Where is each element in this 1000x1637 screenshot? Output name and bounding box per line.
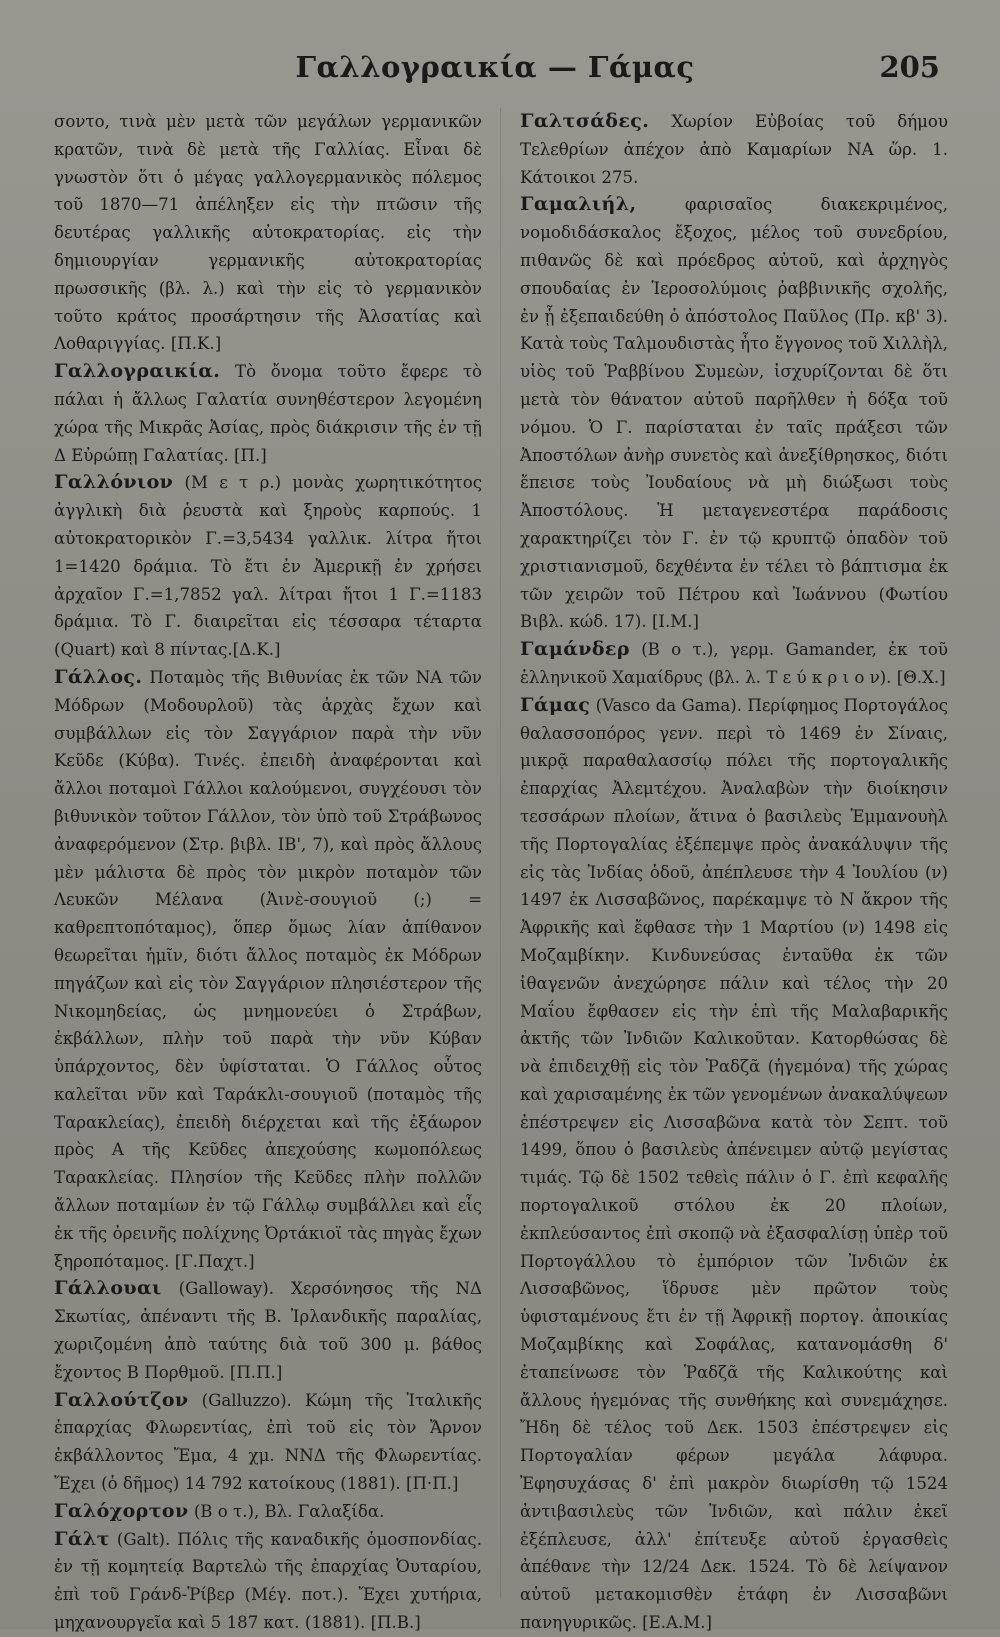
entry-text: Τὸ ὄνομα τοῦτο ἔφερε τὸ πάλαι ἡ ἄλλως Γαλατία συνηθέστερον λεγομένη χώρα τῆς Μικρᾶς Ἀσίας, πρὸς διάκρισιν τῆς ἐν τῇ Δ Εὐρώπῃ Γαλατίας. [Π.] [54, 362, 482, 465]
entry-galochorton [54, 1498, 482, 1526]
entry-text: (Galloway). Χερσόνησος τῆς ΝΔ Σκωτίας, ἀπέναντι τῆς Β. Ἰρλανδικῆς παραλίας, χωριζομένη ἀπὸ ταύτης διὰ τοῦ 300 μ. βάθος ἔχοντος Β Πορθμοῦ. [Π.Π.] [54, 1279, 482, 1382]
entry-continuation [54, 108, 482, 358]
right-column [520, 108, 948, 1637]
entry-text: σοντο, τινὰ μὲν μετὰ τῶν μεγάλων γερμανικῶν κρατῶν, τινὰ δὲ μετὰ τῆς Γαλλίας. Εἶναι δὲ γνωστὸν ὅτι ὁ μέγας γαλλογερμανικὸς πόλεμος τοῦ 1870—71 ἀπέληξεν εἰς τὴν πτῶσιν τῆς δευτέρας γαλλικῆς αὐτοκρατορίας. εἰς τὴν δημιουργίαν γερμανικῆς αὐτοκρατορίας πρωσσικῆς (βλ. λ.) καὶ τὴν εἰς τὸ γερμανικὸν τοῦτο κράτος προσάρτησιν τῆς Ἀλσατίας καὶ Λοθαριγγίας. [Π.Κ.] [54, 112, 482, 354]
entry-gamander [520, 636, 948, 692]
entry-galloway [54, 1275, 482, 1386]
entry-text: (Galt). Πόλις τῆς καναδικῆς ὁμοσπονδίας. ἐν τῇ κομητείᾳ Βαρτελὼ τῆς ἐπαρχίας Ὀυταρίου, ἐπὶ τοῦ Γράνδ-Ῥίβερ (Μέγ. ποτ.). Ἔχει χυτήρια, μηχανουργεῖα καὶ 5 187 κατ. (1881). [Π.Β.] [54, 1529, 482, 1633]
entry-headword: Γαμαλιήλ, [520, 193, 637, 216]
entry-headword: Γαλλούτζον [54, 1388, 189, 1411]
entry-headword: Γάλλουαι [54, 1277, 162, 1300]
entry-headword: Γάμας [520, 693, 591, 716]
column-divider [500, 108, 501, 1598]
entry-headword: Γαμάνδερ [520, 638, 630, 661]
entry-headword: Γαλτσάδες. [520, 110, 650, 132]
entry-text: (Β ο τ.), Βλ. Γαλαξίδα. [188, 1501, 385, 1521]
running-head: Γαλλογραικία — Γάμας [295, 50, 695, 84]
entry-gallonion [54, 469, 482, 664]
entry-gallograikia [54, 358, 482, 469]
page-number: 205 [879, 50, 940, 84]
entry-gamaliel [520, 191, 948, 636]
entry-galtsades [520, 108, 948, 191]
entry-text: (Β ο τ.), γερμ. Gamander, ἐκ τοῦ ἑλληνικοῦ Χαμαίδρυς (βλ. λ. Τ ε ύ κ ρ ι ο ν). [Θ.Χ.] [520, 640, 948, 687]
entry-text: (Galluzzo). Κώμη τῆς Ἰταλικῆς ἐπαρχίας Φλωρεντίας, ἐπὶ τοῦ εἰς τὸν Ἄρνον ἐκβάλλοντος Ἔμα, 4 χμ. ΝΝΔ τῆς Φλωρεντίας. Ἔχει (ὁ δῆμος) 14 792 κατοίκους (1881). [Π·Π.] [54, 1390, 482, 1494]
entry-galluzzo [54, 1387, 482, 1498]
entry-headword: Γαλόχορτον [54, 1499, 189, 1522]
entry-gamas [520, 692, 948, 1637]
entry-headword: Γαλλογραικία. [54, 360, 221, 383]
page-header [50, 50, 940, 90]
entry-text: Χωρίον Εὐβοίας τοῦ δήμου Τελεθρίων ἀπέχον ἀπὸ Καμαρίων ΝΑ ὥρ. 1. Κάτοικοι 275. [520, 112, 948, 187]
entry-galt [54, 1526, 482, 1637]
entry-headword: Γάλλος. [54, 665, 143, 688]
left-column [54, 108, 482, 1637]
entry-headword: Γαλλόνιον [54, 471, 174, 494]
entry-text: (Vasco da Gama). Περίφημος Πορτογάλος θαλασσοπόρος γενν. περὶ τὸ 1469 ἐν Σίναις, μικρᾷ παραθαλασσίῳ πόλει τῆς πορτογαλικῆς ἐπαρχίας Ἀλεμτέχου. Ἀναλαβὼν τὴν διοίκησιν τεσσάρων πλοίων, ἅτινα ὁ βασιλεὺς Ἐμμανουὴλ τῆς Πορτογαλίας ἐξέπεμψε πρὸς ἀνακάλυψιν τῆς εἰς τὰς Ἰνδίας ὁδοῦ, ἀπέπλευσε τὴν 4 Ἰουλίου (ν) 1497 ἐκ Λισσαβῶνος, παρέκαμψε τὸ Ν ἄκρον τῆς Ἀφρικῆς καὶ ἔφθασε τὴν 1 Μαρτίου (ν) 1498 εἰς Μοζαμβίκην. Κινδυνεύσας ἐνταῦθα ἐκ τῶν ἰθαγενῶν ἀνεχώρησε πάλιν καὶ τέλος τὴν 20 Μαΐου ἔφθασεν εἰς τὴν ἐπὶ τῆς Μαλαβαρικῆς ἀκτῆς τῶν Ἰνδιῶν Καλικοῦταν. Κατορθώσας δὲ νὰ ἐπιδειχθῇ εἰς τὸν Ῥαδζᾶ (ἡγεμόνα) τῆς χώρας καὶ χαρισαμένης ἐκ τῶν γενομένων ἀνακαλύψεων ἐπέστρεψεν εἰς Λισσαβῶνα κατὰ τὸν Σεπτ. τοῦ 1499, ὅπου ὁ βασιλεὺς ἀπένειμεν αὐτῷ μεγίστας τιμάς. Τῷ δὲ 1502 τεθεὶς πάλιν ὁ Γ. ἐπὶ κεφαλῆς πορτογαλικοῦ στόλου ἐκ 20 πλοίων, ἐκπλεύσαντος ἐπὶ σκοπῷ νὰ ἐξασφαλίσῃ ὑπὲρ τοῦ Πορτογάλλου τὸ ἐμπόριον τῶν Ἰνδιῶν ἐκ Λισσαβῶνος, ἵδρυσε μὲν πρῶτον τοὺς ὑφισταμένους ἔτι ἐν τῇ Ἀφρικῇ πορτογ. ἀποικίας Μοζαμβίκης καὶ Σοφάλας, κατανομάσθη δ' ἐταπείνωσε τὸν Ῥαδζᾶ τῆς Καλικούτης καὶ ἄλλους ἡγεμόνας τῆς συνθήκης καὶ συνεμάχησε. Ἤδη δὲ τέλος τοῦ Δεκ. 1503 ἐπέστρεψεν εἰς Πορτογαλίαν φέρων μεγάλα λάφυρα. Ἐφησυχάσας δ' ἐπὶ μακρὸν διωρίσθη τῷ 1524 ἀντιβασιλεὺς τῶν Ἰνδιῶν, καὶ πάλιν ἐκεῖ ἐξέπλευσε, ἀλλ' ἐπίτευξε αὐτοῦ ἐργασθεὶς ἀπέθανε τὴν 12/24 Δεκ. 1524. Τὸ δὲ λείψανον αὐτοῦ μετακομισθὲν ἐτάφη ἐν Λισσαβῶνι πανηγυρικῶς. [Ε.Α.Μ.] [520, 695, 948, 1633]
entry-headword: Γάλτ [54, 1527, 110, 1550]
entry-gallos [54, 664, 482, 1276]
entry-text: φαρισαῖος διακεκριμένος, νομοδιδάσκαλος ἔξοχος, μέλος τοῦ συνεδρίου, πιθανῶς δὲ καὶ πρόεδρος αὐτοῦ, καὶ ἀρχηγὸς σπουδαίας ἐν Ἱεροσολύμοις ῥαββινικῆς σχολῆς, ἐν ᾗ ἐξεπαιδεύθη ὁ ἀπόστολος Παῦλος (Πρ. κβ' 3). Κατὰ τοὺς Ταλμουδιστὰς ἦτο ἔγγονος τοῦ Χιλλὴλ, υἱὸς τοῦ Ῥαββίνου Συμεὼν, ἰσχυρίζονται δὲ ὅτι μετὰ τὸν θάνατον αὐτοῦ παρῆλθεν ἡ δόξα τοῦ νόμου. Ὁ Γ. παρίσταται ἐν ταῖς πράξεσι τῶν Ἀποστόλων ἀνὴρ συνετὸς καὶ ἀνεξίθρησκος, διότι ἔπεισε τοὺς Ἰουδαίους νὰ μὴ διώξωσι τοὺς Ἀποστόλους. Ἡ μεταγενεστέρα παράδοσις χαρακτηρίζει τὸν Γ. ἐν τῷ κρυπτῷ ὀπαδὸν τοῦ χριστιανισμοῦ, δεχθέντα ἐν τέλει τὸ βάπτισμα ἐκ τῶν χειρῶν τοῦ Πέτρου καὶ Ἰωάννου (Φωτίου Βιβλ. κώδ. 17). [Ι.Μ.] [520, 195, 948, 632]
entry-text: Ποταμὸς τῆς Βιθυνίας ἐκ τῶν ΝΑ τῶν Μόδρων (Μοδουρλοῦ) τὰς ἀρχὰς ἔχων καὶ συμβάλλων εἰς τὸν Σαγγάριον παρὰ τὴν νῦν Κεῦδε (Κύβα). Τινές. ἐπειδὴ ἀναφέρονται καὶ ἄλλοι ποταμοὶ Γάλλοι καλούμενοι, συγχέουσι τὸν βιθυνικὸν τοῦτον Γάλλον, τὸν ὑπὸ τοῦ Στράβωνος ἀναφερόμενον (Στρ. βιβλ. ΙΒ', 7), καὶ πρὸς ἄλλους μὲν μάλιστα δὲ πρὸς τὸν μικρὸν ποταμὸν τῶν Λευκῶν Μέλανα (Ἀινὲ-σουγιοῦ (;) = καθρεπτοπόταμος), ὅπερ ὅμως λίαν ἀπίθανον θεωρεῖται ἡμῖν, διότι ἄλλος ποταμὸς ἐκ Μόδρων πηγάζων καὶ εἰς τὸν Σαγγάριον πλησιέστερον τῆς Νικομηδείας, ὡς μνημονεύει ὁ Στράβων, ἐκβάλλων, πλὴν τοῦ παρὰ τὴν νῦν Κύβαν ὑπάρχοντος, δὲν ὑφίσταται. Ὁ Γάλλος οὗτος καλεῖται νῦν καὶ Ταράκλι-σουγιοῦ (ποταμὸς τῆς Ταρακλείας), ἐπειδὴ διέρχεται καὶ τῆς ἐξάωρον πρὸς Α τῆς Κεῦδες ἀπεχούσης κωμοπόλεως Ταρακλείας. Πλησίον τῆς Κεῦδες πλὴν πολλῶν ἄλλων ποταμίων ἐν τῷ Γάλλῳ συμβάλλει καὶ εἷς ἐκ τῆς ὀρεινῆς πολίχνης Ὀρτάκιοϊ τὰς πηγὰς ἔχων ξηροπόταμος. [Γ.Παχτ.] [54, 667, 482, 1271]
entry-text: (Μ ε τ ρ.) μονὰς χωρητικότητος ἀγγλικὴ διὰ ῥευστὰ καὶ ξηροὺς καρπούς. 1 αὐτοκρατορικὸν Γ.=3,5434 γαλλικ. λίτρα ἤτοι 1=1420 δράμια. Τὸ ἔτι ἐν Ἀμερικῇ ἐν χρήσει ἀρχαῖον Γ.=1,7852 γαλ. λίτραι ἤτοι 1 Γ.=1183 δράμια. Τὸ Γ. διαιρεῖται εἰς τέσσαρα τέταρτα (Quart) καὶ 8 πίντας.[Δ.Κ.] [54, 473, 482, 660]
